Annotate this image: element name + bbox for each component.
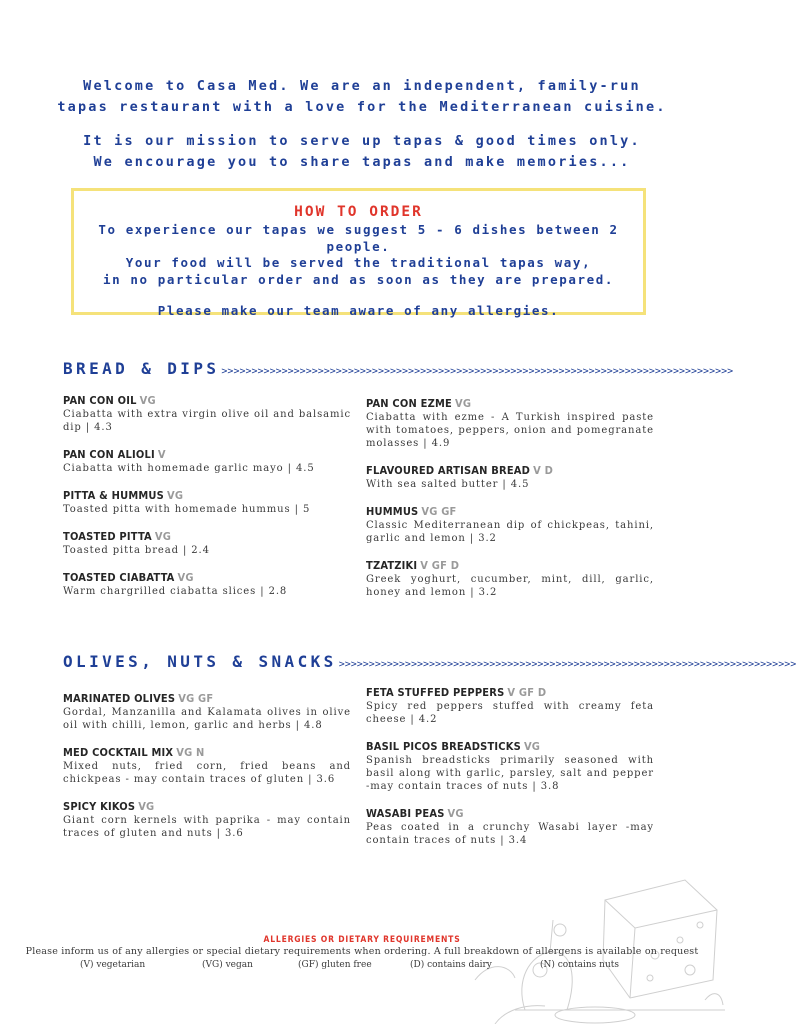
item-description: Peas coated in a crunchy Wasabi layer -may contain traces of nuts | 3.4 (366, 822, 654, 846)
menu-item (366, 464, 654, 491)
item-description: Giant corn kernels with paprika - may contain traces of gluten and nuts | 3.6 (63, 815, 351, 839)
item-name: FLAVOURED ARTISAN BREAD (366, 464, 531, 477)
item-tags: VG (138, 800, 155, 813)
menu-item (366, 686, 654, 726)
dietary-legend (80, 960, 640, 974)
item-tags: V GF D (420, 559, 460, 572)
how-to-order-title: HOW TO ORDER (294, 204, 423, 220)
item-description: Ciabatta with homemade garlic mayo | 4.5 (63, 463, 315, 474)
item-tags: VG (139, 394, 156, 407)
item-name: FETA STUFFED PEPPERS (366, 686, 505, 699)
menu-item (63, 746, 351, 786)
item-description: Ciabatta with ezme - A Turkish inspired paste with tomatoes, peppers, onion and pomegranate molasses | 4.9 (366, 412, 654, 449)
item-name: TOASTED CIABATTA (63, 571, 175, 584)
mission-text (0, 131, 724, 173)
item-name: MARINATED OLIVES (63, 692, 176, 705)
menu-item (366, 559, 654, 599)
item-name: PAN CON EZME (366, 397, 452, 410)
menu-item (63, 571, 351, 598)
welcome-text (0, 76, 724, 118)
item-name: WASABI PEAS (366, 807, 445, 820)
item-name: MED COCKTAIL MIX (63, 746, 174, 759)
item-description: Gordal, Manzanilla and Kalamata olives in olive oil with chilli, lemon, garlic and herbs | 4.8 (63, 707, 351, 731)
item-name: TOASTED PITTA (63, 530, 152, 543)
menu-item (63, 692, 351, 732)
item-tags: VG (523, 740, 541, 753)
legend-dairy: (D) contains dairy (410, 960, 492, 970)
item-tags: VG GF (178, 692, 214, 705)
menu-item (366, 505, 654, 545)
section-heading-bread-dips (63, 359, 733, 381)
item-description: Mixed nuts, fried corn, fried beans and chickpeas - may contain traces of gluten | 3.6 (63, 761, 351, 785)
item-name: PITTA & HUMMUS (63, 489, 164, 502)
item-tags: VG (167, 489, 184, 502)
mission-line-1: It is our mission to serve up tapas & good times only. (83, 133, 641, 149)
order-line-1: To experience our tapas we suggest 5 - 6 dishes between 2 people. (98, 222, 619, 254)
item-tags: VG (447, 807, 464, 820)
welcome-line-1: Welcome to Casa Med. We are an independent, family-run (83, 78, 641, 94)
welcome-line-2: tapas restaurant with a love for the Mediterranean cuisine. (57, 99, 667, 115)
menu-item (63, 489, 351, 516)
item-tags: V (157, 448, 166, 461)
section-title: OLIVES, NUTS & SNACKS (63, 652, 337, 671)
menu-item (366, 807, 654, 847)
menu-item (366, 740, 654, 793)
item-description: With sea salted butter | 4.5 (366, 479, 530, 490)
item-description: Warm chargrilled ciabatta slices | 2.8 (63, 586, 288, 597)
allergies-title: ALLERGIES OR DIETARY REQUIREMENTS (263, 935, 461, 945)
item-description: Spanish breadsticks primarily seasoned with basil along with garlic, parsley, salt and pepper -may contain traces of nuts | 3.8 (366, 755, 654, 792)
menu-item (63, 448, 351, 475)
olives-left-column (63, 692, 351, 854)
section-heading-olives-nuts-snacks (63, 652, 796, 674)
order-line-3: in no particular order and as soon as they are prepared. (102, 271, 615, 287)
item-name: TZATZIKI (366, 559, 418, 572)
item-description: Toasted pitta with homemade hummus | 5 (63, 504, 311, 515)
item-tags: V GF D (507, 686, 547, 699)
item-name: PAN CON ALIOLI (63, 448, 155, 461)
menu-item (366, 397, 654, 450)
item-name: SPICY KIKOS (63, 800, 136, 813)
item-tags: VG (154, 530, 172, 543)
olives-right-column (366, 686, 654, 861)
item-description: Toasted pitta bread | 2.4 (63, 545, 210, 556)
how-to-order-box (71, 188, 646, 318)
allergies-text: Please inform us of any allergies or special dietary requirements when ordering. A full breakdown of allergens is available on request (25, 946, 699, 957)
menu-item (63, 394, 351, 434)
item-tags: V D (533, 464, 553, 477)
mission-line-2: We encourage you to share tapas and make memories... (93, 154, 631, 170)
item-tags: VG N (176, 746, 205, 759)
item-tags: VG (454, 397, 472, 410)
order-line-2: Your food will be served the traditional tapas way, (125, 255, 592, 270)
menu-item (63, 530, 351, 557)
item-description: Classic Mediterranean dip of chickpeas, tahini, garlic and lemon | 3.2 (366, 520, 654, 544)
item-name: PAN CON OIL (63, 394, 137, 407)
legend-nuts: (N) contains nuts (540, 960, 619, 970)
bread-dips-right-column (366, 397, 654, 613)
section-arrows: >>>>>>>>>>>>>>>>>>>>>>>>>>>>>>>>>>>>>>>>>>>>>>>>>>>>>>>>>>>>>>>>>>>>>>>>>>>>>>>>>>>>> (221, 366, 734, 377)
item-description: Spicy red peppers stuffed with creamy feta cheese | 4.2 (366, 701, 654, 725)
legend-vegetarian: (V) vegetarian (80, 960, 146, 970)
legend-gluten-free: (GF) gluten free (298, 960, 372, 970)
item-tags: VG (177, 571, 194, 584)
legend-vegan: (VG) vegan (202, 960, 253, 970)
item-description: Greek yoghurt, cucumber, mint, dill, garlic, honey and lemon | 3.2 (366, 574, 654, 598)
section-arrows: >>>>>>>>>>>>>>>>>>>>>>>>>>>>>>>>>>>>>>>>>>>>>>>>>>>>>>>>>>>>>>>>>>>>>>>>>>>> (338, 659, 796, 670)
item-name: BASIL PICOS BREADSTICKS (366, 740, 521, 753)
bread-dips-left-column (63, 394, 351, 612)
order-allergy-note: Please make our team aware of any allergies. (157, 303, 560, 318)
menu-item (63, 800, 351, 840)
item-description: Ciabatta with extra virgin olive oil and balsamic dip | 4.3 (63, 409, 351, 433)
item-name: HUMMUS (366, 505, 419, 518)
section-title: BREAD & DIPS (63, 359, 220, 378)
item-tags: VG GF (421, 505, 457, 518)
